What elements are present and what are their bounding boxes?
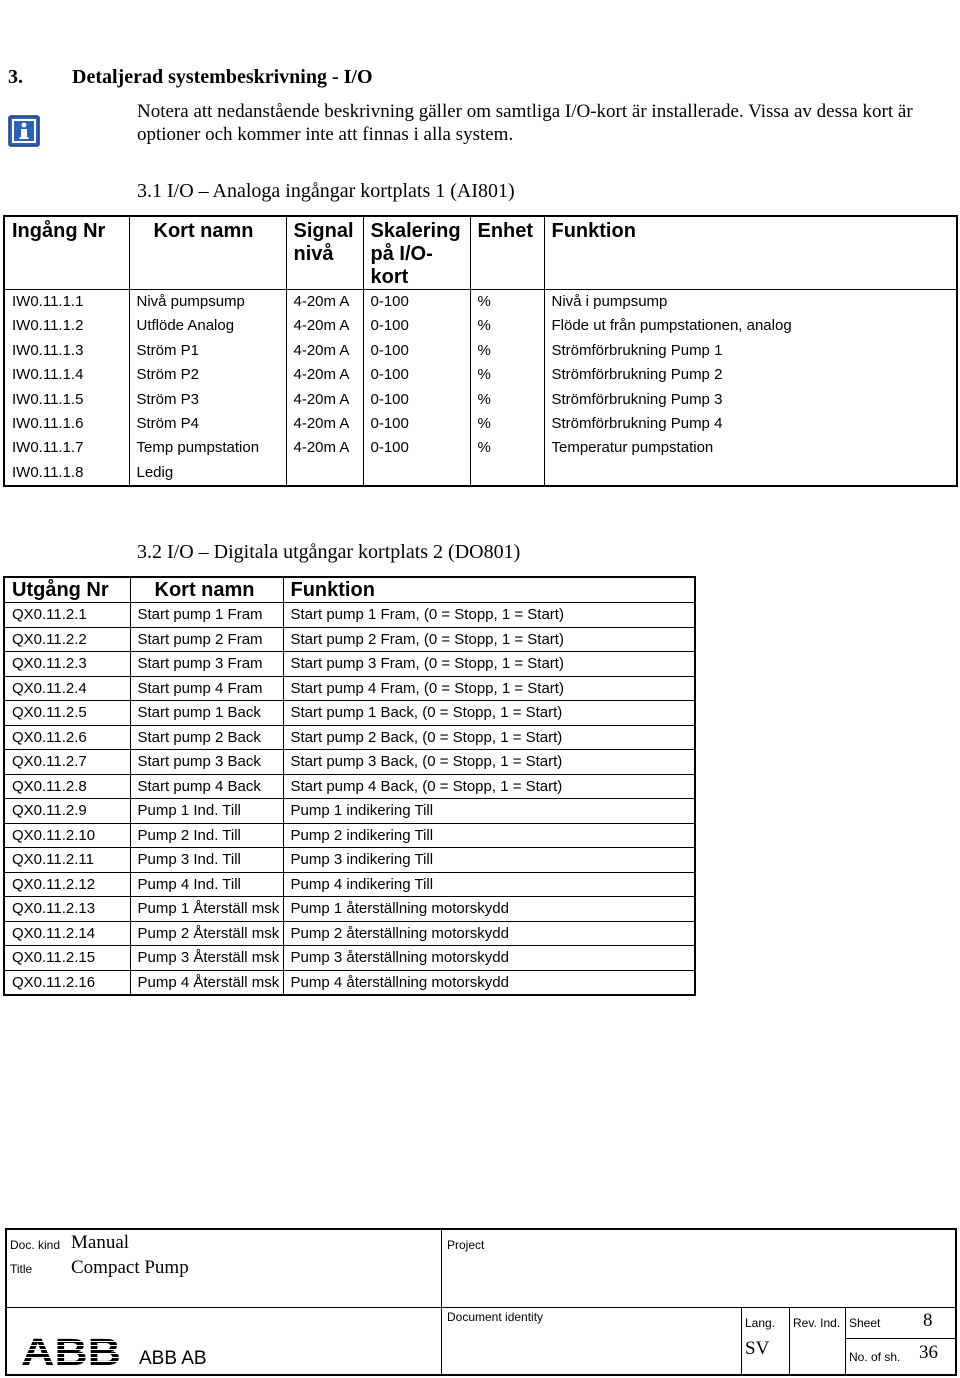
cell-funktion: Pump 1 återställning motorskydd	[283, 897, 695, 922]
table-row	[4, 921, 695, 946]
table-row	[4, 461, 957, 486]
cell-kort-namn: Start pump 2 Back	[130, 725, 283, 750]
cell-kort-namn: Ström P3	[129, 388, 286, 412]
table-row	[4, 652, 695, 677]
table-row	[4, 897, 695, 922]
table-row	[4, 363, 957, 387]
table-row	[4, 750, 695, 775]
table-row	[4, 946, 695, 971]
cell-enhet: %	[470, 339, 544, 363]
cell-kort-namn: Nivå pumpsump	[129, 290, 286, 315]
cell-utgang-nr: QX0.11.2.15	[4, 946, 130, 971]
cell-funktion: Start pump 4 Back, (0 = Stopp, 1 = Start)	[283, 774, 695, 799]
cell-enhet: %	[470, 412, 544, 436]
cell-funktion: Pump 4 indikering Till	[283, 872, 695, 897]
cell-kort-namn: Ström P4	[129, 412, 286, 436]
col-header-signal-niva: Signal nivå	[286, 216, 363, 290]
cell-utgang-nr: QX0.11.2.12	[4, 872, 130, 897]
cell-funktion: Temperatur pumpstation	[544, 436, 957, 460]
cell-funktion: Flöde ut från pumpstationen, analog	[544, 314, 957, 338]
cell-funktion: Start pump 1 Back, (0 = Stopp, 1 = Start)	[283, 701, 695, 726]
cell-skalering	[363, 461, 470, 486]
cell-signal-niva: 4-20m A	[286, 436, 363, 460]
cell-skalering: 0-100	[363, 436, 470, 460]
section-title: Detaljerad systembeskrivning - I/O	[72, 66, 373, 88]
cell-skalering: 0-100	[363, 339, 470, 363]
cell-kort-namn: Utflöde Analog	[129, 314, 286, 338]
cell-ingang-nr: IW0.11.1.8	[12, 463, 84, 481]
table-header-row	[4, 577, 695, 603]
cell-utgang-nr: QX0.11.2.1	[4, 603, 130, 628]
cell-skalering: 0-100	[363, 363, 470, 387]
table-row	[4, 339, 957, 363]
digital-outputs-heading: 3.2 I/O – Digitala utgångar kortplats 2 (DO801)	[137, 541, 521, 563]
cell-utgang-nr: QX0.11.2.10	[4, 823, 130, 848]
cell-kort-namn: Start pump 4 Back	[130, 774, 283, 799]
cell-ingang-nr: IW0.11.1.1	[12, 293, 84, 310]
cell-ingang-nr: IW0.11.1.2	[12, 317, 84, 335]
company-name: ABB AB	[139, 1348, 207, 1369]
cell-enhet: %	[470, 436, 544, 460]
table-row	[4, 872, 695, 897]
cell-kort-namn: Pump 3 Återställ msk	[130, 946, 283, 971]
cell-funktion: Start pump 3 Fram, (0 = Stopp, 1 = Start)	[283, 652, 695, 677]
cell-utgang-nr: QX0.11.2.7	[4, 750, 130, 775]
col-header-funktion: Funktion	[544, 216, 957, 290]
table-row	[4, 725, 695, 750]
cell-funktion: Pump 2 indikering Till	[283, 823, 695, 848]
cell-kort-namn: Start pump 1 Fram	[130, 603, 283, 628]
section-heading	[8, 66, 373, 89]
cell-kort-namn: Pump 1 Ind. Till	[130, 799, 283, 824]
digital-outputs-table	[3, 576, 696, 996]
cell-funktion: Start pump 2 Fram, (0 = Stopp, 1 = Start)	[283, 627, 695, 652]
abb-logo	[19, 1334, 123, 1368]
cell-enhet: %	[470, 363, 544, 387]
rev-ind-label: Rev. Ind.	[793, 1316, 841, 1330]
project-label: Project	[447, 1238, 485, 1252]
cell-enhet: %	[470, 314, 544, 338]
cell-kort-namn: Ström P1	[129, 339, 286, 363]
analog-inputs-heading: 3.1 I/O – Analoga ingångar kortplats 1 (AI801)	[137, 180, 515, 202]
cell-enhet: %	[470, 388, 544, 412]
cell-utgang-nr: QX0.11.2.3	[4, 652, 130, 677]
table-row	[4, 627, 695, 652]
table-row	[4, 848, 695, 873]
cell-utgang-nr: QX0.11.2.6	[4, 725, 130, 750]
doc-kind-label: Doc. kind	[10, 1238, 61, 1252]
col-header-funktion: Funktion	[283, 577, 695, 603]
cell-signal-niva: 4-20m A	[286, 363, 363, 387]
svg-text:ABB: ABB	[21, 1334, 121, 1368]
cell-signal-niva: 4-20m A	[286, 339, 363, 363]
cell-utgang-nr: QX0.11.2.4	[4, 676, 130, 701]
cell-kort-namn: Ström P2	[129, 363, 286, 387]
cell-kort-namn: Start pump 1 Back	[130, 701, 283, 726]
cell-ingang-nr: IW0.11.1.7	[12, 439, 84, 457]
cell-funktion: Pump 3 återställning motorskydd	[283, 946, 695, 971]
table-row	[4, 823, 695, 848]
cell-utgang-nr: QX0.11.2.8	[4, 774, 130, 799]
title-label: Title	[10, 1262, 33, 1276]
cell-enhet: %	[470, 290, 544, 315]
cell-ingang-nr: IW0.11.1.5	[12, 390, 84, 408]
cell-funktion	[544, 461, 957, 486]
table-row	[4, 799, 695, 824]
cell-kort-namn: Temp pumpstation	[129, 436, 286, 460]
lang-label: Lang.	[745, 1316, 776, 1330]
lang-value: SV	[745, 1338, 770, 1359]
cell-funktion: Pump 1 indikering Till	[283, 799, 695, 824]
cell-signal-niva: 4-20m A	[286, 290, 363, 315]
col-header-enhet: Enhet	[470, 216, 544, 290]
cell-kort-namn: Pump 2 Återställ msk	[130, 921, 283, 946]
cell-skalering: 0-100	[363, 314, 470, 338]
table-row	[4, 412, 957, 436]
table-row	[4, 676, 695, 701]
cell-kort-namn: Pump 4 Återställ msk	[130, 970, 283, 995]
cell-skalering: 0-100	[363, 412, 470, 436]
analog-inputs-table	[3, 215, 958, 487]
cell-kort-namn: Pump 1 Återställ msk	[130, 897, 283, 922]
cell-utgang-nr: QX0.11.2.2	[4, 627, 130, 652]
cell-kort-namn: Pump 3 Ind. Till	[130, 848, 283, 873]
table-row	[4, 603, 695, 628]
cell-utgang-nr: QX0.11.2.9	[4, 799, 130, 824]
cell-ingang-nr: IW0.11.1.3	[12, 341, 84, 359]
cell-utgang-nr: QX0.11.2.11	[4, 848, 130, 873]
table-row	[4, 970, 695, 995]
cell-utgang-nr: QX0.11.2.5	[4, 701, 130, 726]
col-header-kort-namn: Kort namn	[130, 577, 283, 603]
cell-signal-niva: 4-20m A	[286, 412, 363, 436]
info-icon	[8, 115, 40, 147]
cell-ingang-nr: IW0.11.1.6	[12, 414, 84, 432]
cell-funktion: Nivå i pumpsump	[544, 290, 957, 315]
cell-kort-namn: Start pump 3 Back	[130, 750, 283, 775]
cell-funktion: Start pump 3 Back, (0 = Stopp, 1 = Start)	[283, 750, 695, 775]
cell-funktion: Pump 2 återställning motorskydd	[283, 921, 695, 946]
cell-funktion: Strömförbrukning Pump 4	[544, 412, 957, 436]
cell-funktion: Start pump 1 Fram, (0 = Stopp, 1 = Start)	[283, 603, 695, 628]
title-block	[5, 1228, 957, 1376]
table-row	[4, 701, 695, 726]
cell-funktion: Strömförbrukning Pump 2	[544, 363, 957, 387]
cell-utgang-nr: QX0.11.2.14	[4, 921, 130, 946]
doc-kind-value: Manual	[71, 1232, 130, 1253]
cell-kort-namn: Start pump 4 Fram	[130, 676, 283, 701]
cell-kort-namn: Pump 2 Ind. Till	[130, 823, 283, 848]
sheet-label: Sheet	[849, 1316, 881, 1330]
table-row	[4, 436, 957, 460]
cell-skalering: 0-100	[363, 290, 470, 315]
cell-signal-niva: 4-20m A	[286, 314, 363, 338]
no-of-sheets-label: No. of sh.	[849, 1350, 901, 1364]
table-row	[4, 290, 957, 315]
table-row	[4, 388, 957, 412]
cell-signal-niva: 4-20m A	[286, 388, 363, 412]
no-of-sheets-value: 36	[919, 1342, 938, 1363]
cell-signal-niva	[286, 461, 363, 486]
section-number: 3.	[8, 66, 23, 88]
col-header-utgang-nr: Utgång Nr	[4, 577, 130, 603]
cell-funktion: Pump 3 indikering Till	[283, 848, 695, 873]
note-text: Notera att nedanstående beskrivning gäller om samtliga I/O-kort är installerade. Vissa av dessa kort är optioner och kommer inte att finnas i alla system.	[137, 101, 913, 145]
cell-kort-namn: Start pump 3 Fram	[130, 652, 283, 677]
cell-kort-namn: Pump 4 Ind. Till	[130, 872, 283, 897]
sheet-value: 8	[923, 1310, 933, 1331]
cell-funktion: Pump 4 återställning motorskydd	[283, 970, 695, 995]
cell-funktion: Strömförbrukning Pump 3	[544, 388, 957, 412]
cell-utgang-nr: QX0.11.2.16	[4, 970, 130, 995]
cell-enhet	[470, 461, 544, 486]
cell-skalering: 0-100	[363, 388, 470, 412]
col-header-skalering: Skalering på I/O-kort	[363, 216, 470, 290]
cell-ingang-nr: IW0.11.1.4	[12, 366, 84, 384]
table-header-row	[4, 216, 957, 290]
cell-kort-namn: Start pump 2 Fram	[130, 627, 283, 652]
title-value: Compact Pump	[71, 1257, 189, 1278]
document-identity-label: Document identity	[447, 1310, 544, 1324]
col-header-kort-namn: Kort namn	[129, 216, 286, 290]
cell-kort-namn: Ledig	[129, 461, 286, 486]
cell-utgang-nr: QX0.11.2.13	[4, 897, 130, 922]
table-row	[4, 774, 695, 799]
table-row	[4, 314, 957, 338]
cell-funktion: Start pump 2 Back, (0 = Stopp, 1 = Start)	[283, 725, 695, 750]
cell-funktion: Start pump 4 Fram, (0 = Stopp, 1 = Start)	[283, 676, 695, 701]
col-header-ingang-nr: Ingång Nr	[4, 216, 129, 290]
cell-funktion: Strömförbrukning Pump 1	[544, 339, 957, 363]
